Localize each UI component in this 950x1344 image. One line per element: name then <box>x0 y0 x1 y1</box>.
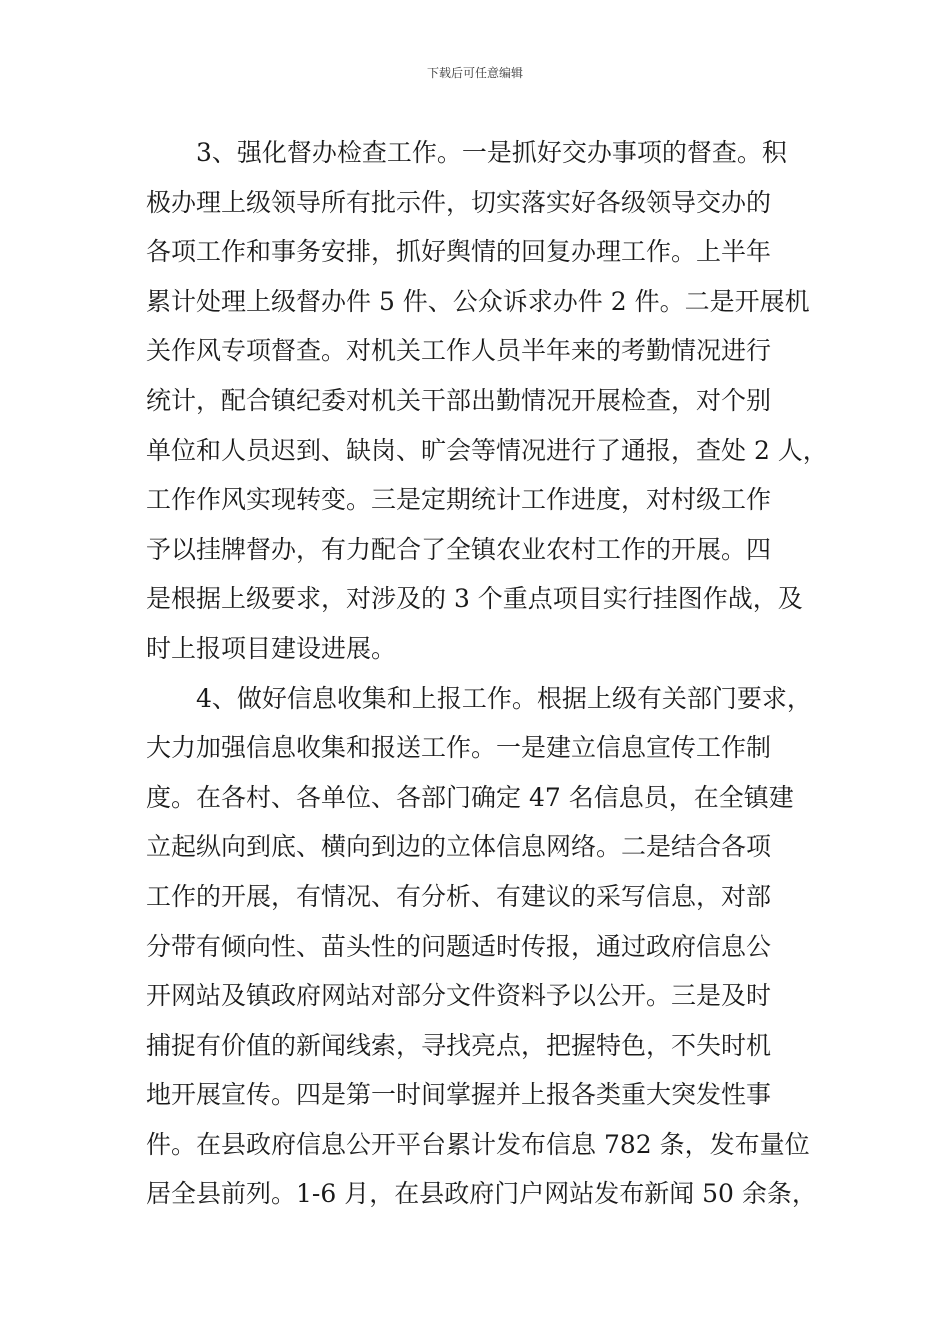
text-line: 极办理上级领导所有批示件，切实落实好各级领导交办的 <box>146 187 772 217</box>
page-header: 下载后可任意编辑 <box>426 66 523 80</box>
text-line: 开网站及镇政府网站对部分文件资料予以公开。三是及时 <box>146 981 772 1011</box>
text-line: 捕捉有价值的新闻线索，寻找亮点，把握特色，不失时机 <box>146 1030 772 1060</box>
text-line: 分带有倾向性、苗头性的问题适时传报，通过政府信息公 <box>146 931 772 961</box>
text-line: 3、强化督办检查工作。一是抓好交办事项的督查。积 <box>196 138 787 167</box>
text-line: 是根据上级要求，对涉及的 3 个重点项目实行挂图作战，及 <box>146 584 803 614</box>
document-body <box>146 128 836 1219</box>
text-line: 立起纵向到底、横向到边的立体信息网络。二是结合各项 <box>146 832 772 862</box>
text-line: 工作作风实现转变。三是定期统计工作进度，对村级工作 <box>146 485 772 515</box>
text-line: 件。在县政府信息公开平台累计发布信息 782 条，发布量位 <box>146 1129 810 1159</box>
text-line: 大力加强信息收集和报送工作。一是建立信息宣传工作制 <box>146 733 772 763</box>
text-line: 4、做好信息收集和上报工作。根据上级有关部门要求， <box>196 683 812 713</box>
text-line: 单位和人员迟到、缺岗、旷会等情况进行了通报，查处 2 人， <box>146 435 828 465</box>
text-line: 工作的开展，有情况、有分析、有建议的采写信息，对部 <box>146 881 772 911</box>
text-line: 关作风专项督查。对机关工作人员半年来的考勤情况进行 <box>146 336 772 366</box>
text-line: 统计，配合镇纪委对机关干部出勤情况开展检查，对个别 <box>146 385 772 415</box>
text-line: 各项工作和事务安排，抓好舆情的回复办理工作。上半年 <box>146 237 772 267</box>
text-line: 予以挂牌督办，有力配合了全镇农业农村工作的开展。四 <box>146 534 772 564</box>
text-line: 度。在各村、各单位、各部门确定 47 名信息员，在全镇建 <box>146 782 794 812</box>
text-line: 时上报项目建设进展。 <box>146 633 397 663</box>
text-line: 地开展宣传。四是第一时间掌握并上报各类重大突发性事 <box>146 1080 772 1110</box>
text-line: 居全县前列。1-6 月，在县政府门户网站发布新闻 50 余条， <box>146 1179 817 1209</box>
text-line: 累计处理上级督办件 5 件、公众诉求办件 2 件。二是开展机 <box>146 286 810 316</box>
